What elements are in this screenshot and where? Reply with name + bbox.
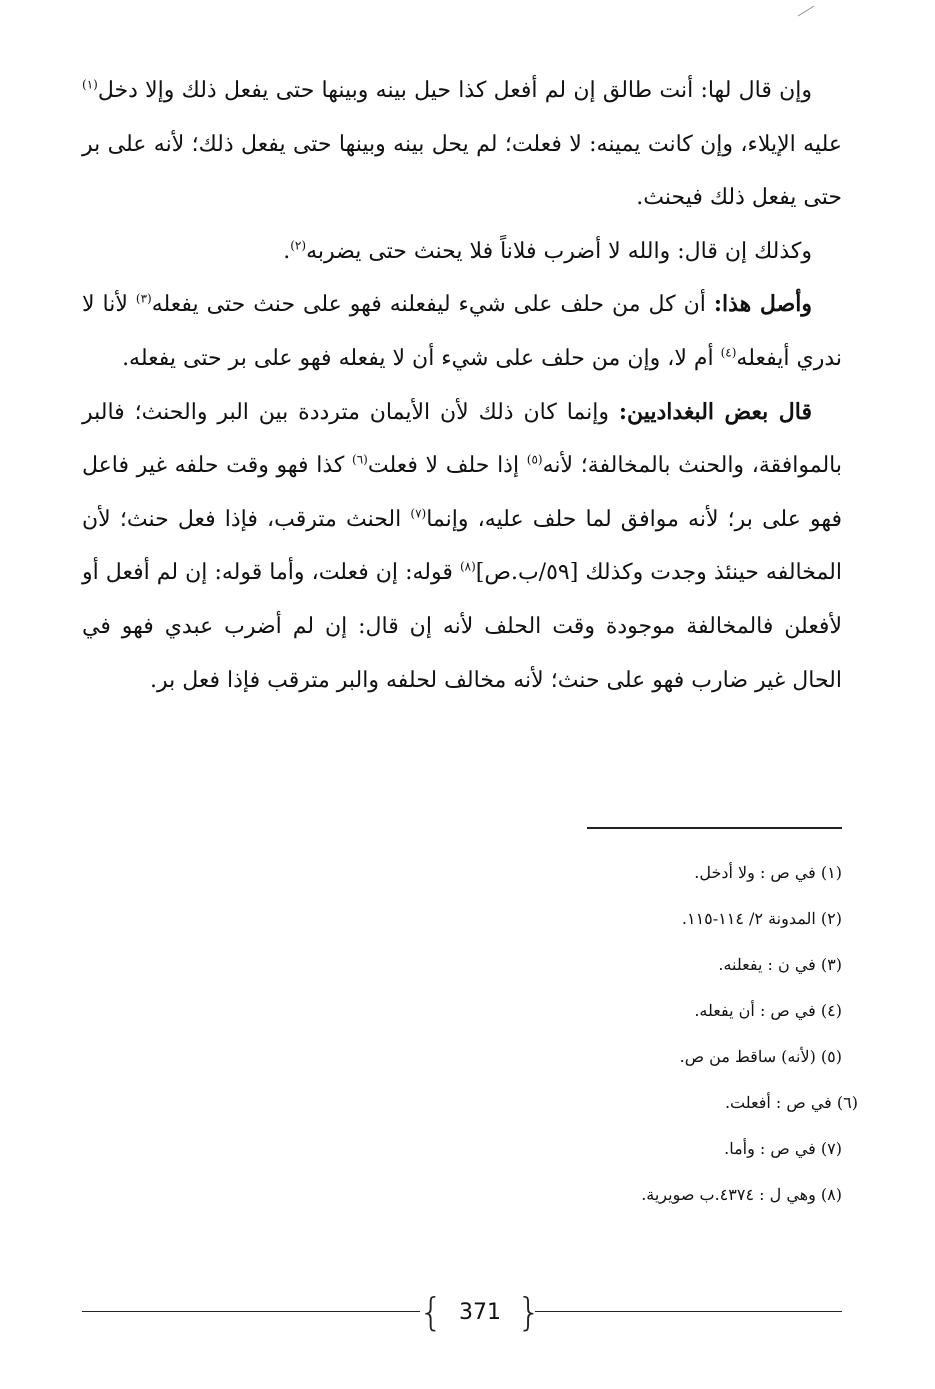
text-segment: وإن قال لها: أنت طالق إن لم أفعل كذا حيل بينه وبينها حتى يفعل ذلك وإلا دخل <box>97 78 812 103</box>
text-segment: أم لا، وإن من حلف على شيء أن لا يفعله فهو على بر حتى يفعله. <box>122 345 721 371</box>
footnote-3: (٣) في ن : يفعلنه. <box>718 955 842 974</box>
footnote-8: (٨) وهي ل : ٤٣٧٤.ب صويرية. <box>641 1185 842 1204</box>
paragraph <box>82 278 842 385</box>
footnote-5: (٥) (لأنه) ساقط من ص. <box>679 1047 842 1066</box>
footnote-reference: (٥) <box>526 452 543 467</box>
footnote-7: (٧) في ص : وأما. <box>724 1139 842 1158</box>
footer-rule-right <box>535 1311 842 1312</box>
text-segment: الحنث مترقب، فإذا فعل حنث؛ لأن المخالفه حينئذ وجدت وكذلك [٥٩/ب.ص] <box>82 506 843 586</box>
text-segment: . <box>283 238 291 264</box>
text-segment: قوله: إن فعلت، وأما قوله: إن لم أفعل أو لأفعلن فالمخالفة موجودة وقت الحلف لأنه إن قال: إن لم أضرب عبدي فهو في الحال غير ضارب فهو على حنث؛ لأنه مخالف لحلفه والبر مترقب فإذا فعل بر. <box>82 560 842 693</box>
paragraph <box>82 64 842 225</box>
bold-lead-text: وأصل هذا: <box>713 291 812 318</box>
text-segment: أن كل من حلف على شيء ليفعلنه فهو على حنث حتى يفعله <box>151 292 714 318</box>
bold-lead-text: قال بعض البغداديين: <box>618 398 812 425</box>
footnote-1: (١) في ص : ولا أدخل. <box>694 863 842 882</box>
footnotes-list <box>560 850 858 1218</box>
text-segment: وإنما كان ذلك لأن الأيمان مترددة بين البر والحنث؛ فالبر بالموافقة، والحنث بالمخالفة؛ لأنه <box>82 399 842 479</box>
footnote-reference: (٤) <box>720 345 737 360</box>
page-number-frame <box>418 1290 542 1334</box>
footnote-reference: (٢) <box>290 238 307 253</box>
footnote-reference: (١) <box>82 77 98 92</box>
scan-artifact-mark <box>796 4 816 18</box>
main-body-text <box>82 64 842 707</box>
footnote-2: (٢) المدونة ٢/ ١١٤-١١٥. <box>681 909 842 928</box>
text-segment: إذا حلف لا فعلت <box>367 453 527 479</box>
footnote-reference: (٦) <box>352 452 368 467</box>
paragraph <box>82 225 842 279</box>
footnote-reference: (٣) <box>135 292 152 307</box>
footnotes-separator-rule <box>587 827 842 829</box>
left-brace-ornament: { <box>418 1290 443 1334</box>
footnote-4: (٤) في ص : أن يفعله. <box>694 1001 842 1020</box>
page-footer <box>82 1290 842 1334</box>
footnote-reference: (٨) <box>459 560 476 575</box>
text-segment: وكذلك إن قال: والله لا أضرب فلاناً فلا يحنث حتى يضربه <box>306 238 812 264</box>
footnote-reference: (٧) <box>410 506 427 521</box>
page-number: 371 <box>459 1299 501 1325</box>
right-brace-ornament: } <box>517 1290 542 1334</box>
text-segment: عليه الإيلاء، وإن كانت يمينه: لا فعلت؛ لم يحل بينه وبينها حتى يفعل ذلك؛ لأنه على بر حتى يفعل ذلك فيحنث. <box>82 131 842 211</box>
footer-rule-left <box>82 1311 420 1312</box>
paragraph <box>82 386 842 708</box>
text-segment: كذا فهو وقت حلفه غير فاعل فهو على بر؛ لأنه موافق لما حلف عليه، وإنما <box>82 453 842 532</box>
footnote-6: (٦) في ص : أفعلت. <box>724 1093 858 1112</box>
text-segment: لأنا لا ندري أيفعله <box>82 292 842 371</box>
